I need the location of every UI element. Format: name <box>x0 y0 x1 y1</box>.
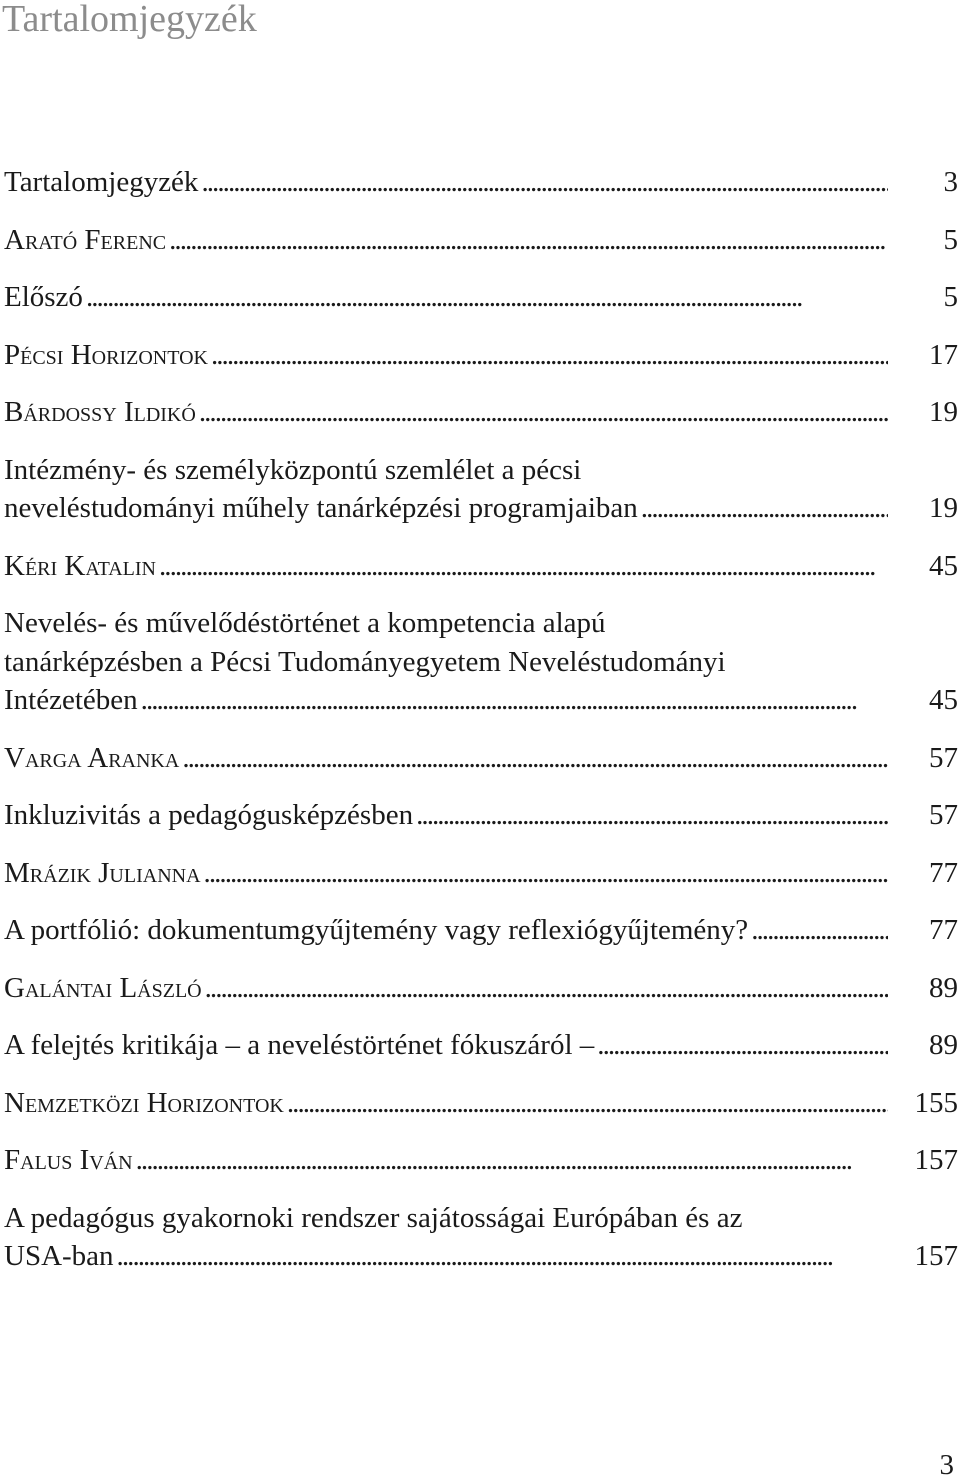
toc-entry-title: Kéri Katalin <box>4 549 156 582</box>
toc-entry[interactable] <box>4 796 958 835</box>
dot-leader <box>204 854 888 893</box>
page-heading: Tartalomjegyzék <box>2 0 257 40</box>
toc-entry[interactable] <box>4 221 958 260</box>
toc-entry[interactable] <box>4 336 958 375</box>
toc-entry-title: Pécsi Horizontok <box>4 338 208 371</box>
toc-entry-page: 45 <box>929 684 958 716</box>
dot-leader <box>751 911 888 950</box>
toc-entry-title: Inkluzivitás a pedagógusképzésben <box>4 799 414 831</box>
toc-entry-title: Arató Ferenc <box>4 223 167 256</box>
toc-entry[interactable] <box>4 451 958 528</box>
toc-entry-title: Tartalomjegyzék <box>4 166 199 198</box>
dot-leader <box>211 336 888 375</box>
dot-leader <box>597 1026 888 1065</box>
toc-entry[interactable] <box>4 1026 958 1065</box>
dot-leader <box>182 739 888 778</box>
toc-entry-page: 19 <box>929 396 958 428</box>
toc-entry-title-line: tanárképzésben a Pécsi Tudományegyetem Neveléstudományi <box>4 645 726 678</box>
toc-entry-title-line: Intézmény- és személyközpontú szemlélet a pécsi <box>4 453 582 486</box>
table-of-contents <box>4 163 958 1295</box>
toc-entry-title: Nemzetközi Horizontok <box>4 1086 284 1119</box>
toc-entry-title-line: Nevelés- és művelődéstörténet a kompetencia alapú <box>4 607 606 639</box>
toc-entry-page: 77 <box>929 914 958 946</box>
toc-entry[interactable] <box>4 911 958 950</box>
toc-entry-page: 155 <box>914 1086 958 1119</box>
toc-entry-title: Intézetében <box>4 684 138 716</box>
toc-entry[interactable] <box>4 854 958 893</box>
toc-entry-title: A felejtés kritikája – a neveléstörténet fókuszáról – <box>4 1029 595 1061</box>
toc-entry-page: 45 <box>929 549 958 582</box>
toc-entry-page: 89 <box>929 1029 958 1061</box>
toc-entry[interactable] <box>4 969 958 1008</box>
toc-entry-title: USA-ban <box>4 1240 114 1272</box>
toc-entry-title: A portfólió: dokumentumgyűjtemény vagy reflexiógyűjtemény? <box>4 914 749 946</box>
dot-leader <box>136 1141 888 1180</box>
toc-entry-page: 5 <box>943 223 958 256</box>
toc-entry[interactable] <box>4 547 958 586</box>
dot-leader <box>416 796 888 835</box>
toc-entry-page: 5 <box>943 281 958 313</box>
toc-entry-title-line: A pedagógus gyakornoki rendszer sajátosságai Európában és az <box>4 1201 743 1234</box>
toc-entry-page: 3 <box>943 166 958 198</box>
toc-entry-title: Bárdossy Ildikó <box>4 396 196 428</box>
toc-entry[interactable] <box>4 739 958 778</box>
toc-entry-page: 157 <box>914 1240 958 1272</box>
dot-leader <box>86 278 888 317</box>
toc-entry-title: Galántai László <box>4 971 202 1004</box>
dot-leader <box>199 393 888 432</box>
page-number: 3 <box>939 1449 954 1481</box>
toc-entry[interactable] <box>4 163 958 202</box>
toc-entry[interactable] <box>4 393 958 432</box>
dot-leader <box>159 547 888 586</box>
dot-leader <box>117 1237 888 1276</box>
dot-leader <box>141 681 888 720</box>
toc-entry-title: Falus Iván <box>4 1144 133 1176</box>
toc-entry-page: 77 <box>929 856 958 889</box>
toc-entry[interactable] <box>4 1141 958 1180</box>
toc-entry-page: 57 <box>929 799 958 831</box>
toc-entry[interactable] <box>4 1199 958 1276</box>
dot-leader <box>287 1084 888 1123</box>
toc-entry-page: 19 <box>929 492 958 524</box>
toc-entry[interactable] <box>4 1084 958 1123</box>
toc-entry-title: Előszó <box>4 281 83 313</box>
toc-entry-title: Varga Aranka <box>4 741 180 774</box>
toc-entry-page: 57 <box>929 741 958 774</box>
toc-entry[interactable] <box>4 278 958 317</box>
dot-leader <box>205 969 888 1008</box>
toc-entry-title: Mrázik Julianna <box>4 856 201 889</box>
toc-entry[interactable] <box>4 604 958 720</box>
toc-entry-page: 157 <box>914 1144 958 1176</box>
dot-leader <box>201 163 888 202</box>
dot-leader <box>641 489 888 528</box>
toc-entry-page: 89 <box>929 971 958 1004</box>
toc-entry-title: neveléstudományi műhely tanárképzési programjaiban <box>4 492 638 524</box>
dot-leader <box>169 221 888 260</box>
toc-entry-page: 17 <box>929 338 958 371</box>
